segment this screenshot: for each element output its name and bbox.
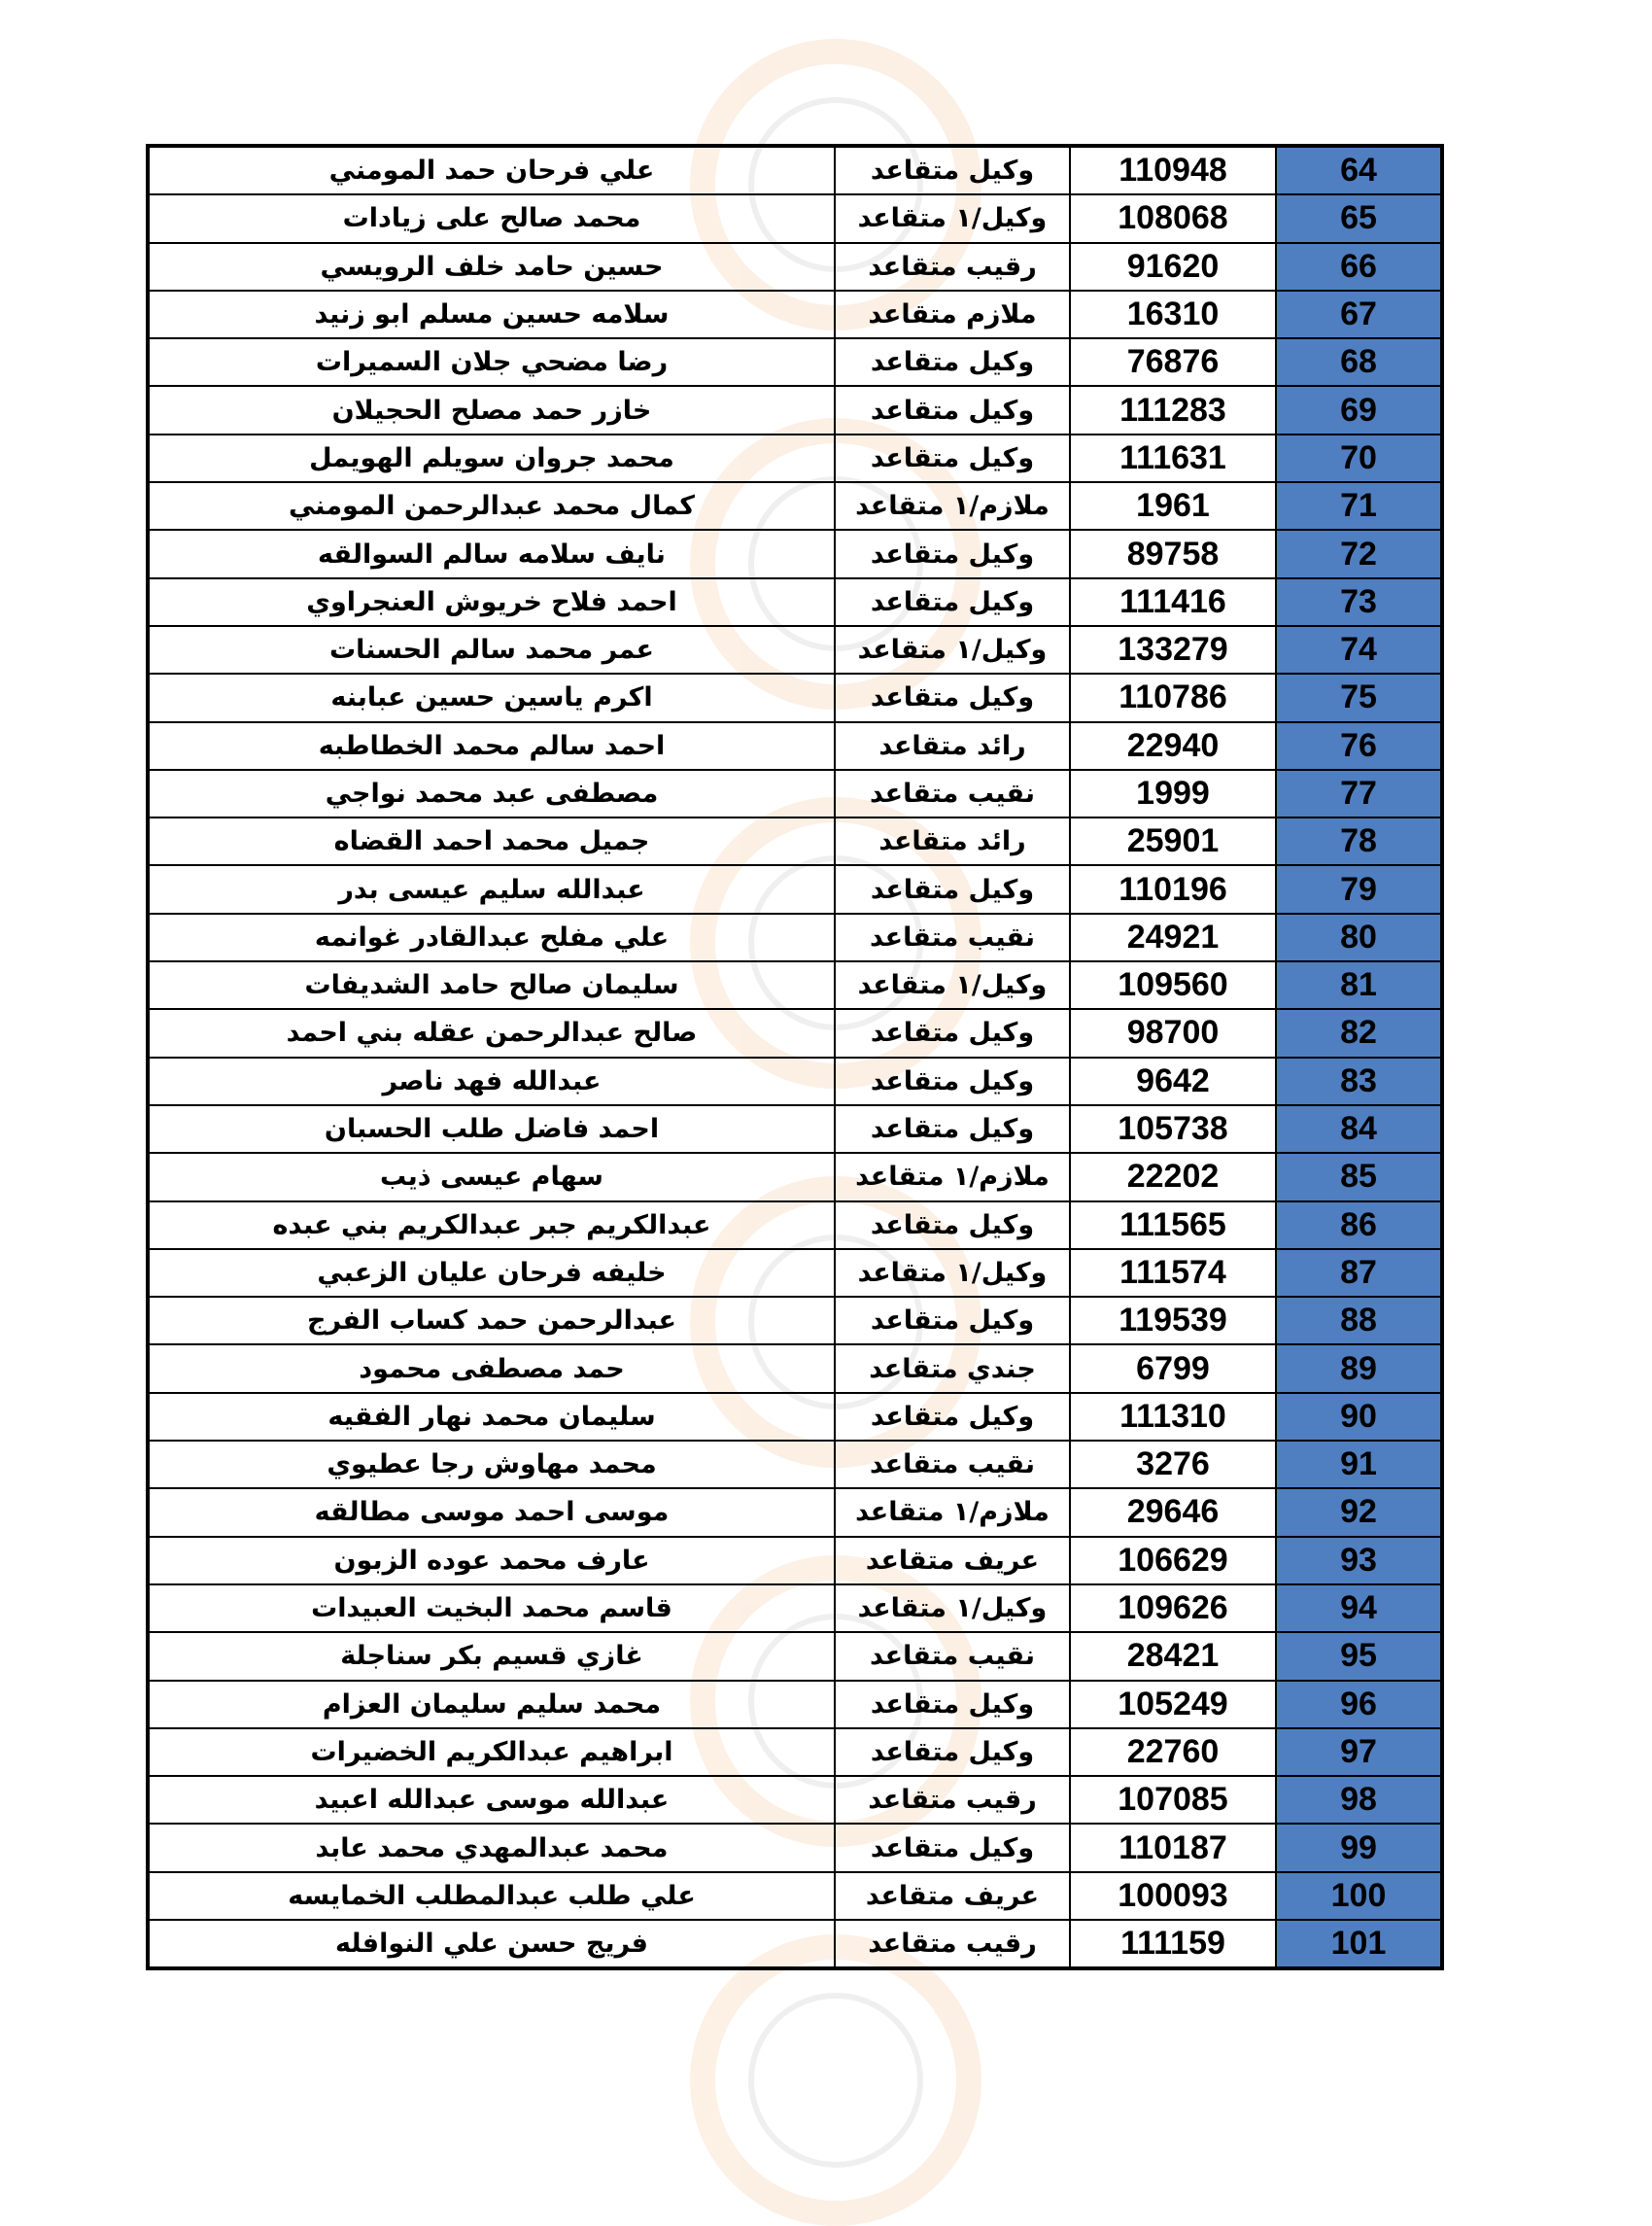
rank-cell: وكيل متقاعد [835, 1824, 1070, 1871]
sequence-number-cell: 86 [1276, 1201, 1442, 1249]
table-row [148, 1249, 1442, 1297]
military-number-cell: 24921 [1070, 914, 1276, 961]
sequence-number-cell: 69 [1276, 386, 1442, 434]
sequence-number-cell: 80 [1276, 914, 1442, 961]
table-row [148, 530, 1442, 577]
rank-cell: وكيل متقاعد [835, 146, 1070, 194]
military-number-cell: 107085 [1070, 1776, 1276, 1824]
rank-cell: وكيل/١ متقاعد [835, 194, 1070, 242]
table-row [148, 338, 1442, 386]
sequence-number-cell: 85 [1276, 1153, 1442, 1200]
sequence-number-cell: 99 [1276, 1824, 1442, 1871]
table-row [148, 1201, 1442, 1249]
name-cell: علي فرحان حمد المومني [148, 146, 835, 194]
table-row [148, 817, 1442, 865]
sequence-number-cell: 89 [1276, 1344, 1442, 1392]
rank-cell: وكيل/١ متقاعد [835, 626, 1070, 674]
sequence-number-cell: 72 [1276, 530, 1442, 577]
military-number-cell: 111416 [1070, 578, 1276, 626]
name-cell: احمد فلاح خريوش العنجراوي [148, 578, 835, 626]
rank-cell: وكيل متقاعد [835, 1728, 1070, 1776]
rank-cell: وكيل/١ متقاعد [835, 1249, 1070, 1297]
name-cell: احمد فاضل طلب الحسبان [148, 1105, 835, 1153]
table-row [148, 1872, 1442, 1920]
sequence-number-cell: 68 [1276, 338, 1442, 386]
sequence-number-cell: 100 [1276, 1872, 1442, 1920]
name-cell: محمد جروان سويلم الهويمل [148, 435, 835, 482]
military-number-cell: 110948 [1070, 146, 1276, 194]
sequence-number-cell: 92 [1276, 1488, 1442, 1536]
sequence-number-cell: 76 [1276, 722, 1442, 770]
rank-cell: وكيل متقاعد [835, 1009, 1070, 1057]
military-number-cell: 109626 [1070, 1584, 1276, 1632]
military-number-cell: 76876 [1070, 338, 1276, 386]
military-number-cell: 29646 [1070, 1488, 1276, 1536]
name-cell: خازر حمد مصلح الحجيلان [148, 386, 835, 434]
military-number-cell: 22940 [1070, 722, 1276, 770]
military-number-cell: 111631 [1070, 435, 1276, 482]
sequence-number-cell: 70 [1276, 435, 1442, 482]
name-cell: نايف سلامه سالم السوالقه [148, 530, 835, 577]
military-number-cell: 109560 [1070, 961, 1276, 1009]
table-row [148, 1344, 1442, 1392]
rank-cell: وكيل متقاعد [835, 435, 1070, 482]
name-cell: غازي قسيم بكر سناجلة [148, 1632, 835, 1680]
rank-cell: ملازم/١ متقاعد [835, 1153, 1070, 1200]
table-row [148, 1681, 1442, 1728]
military-number-cell: 22760 [1070, 1728, 1276, 1776]
table-row [148, 482, 1442, 530]
table-row [148, 865, 1442, 913]
military-number-cell: 111283 [1070, 386, 1276, 434]
rank-cell: وكيل متقاعد [835, 674, 1070, 721]
military-number-cell: 9642 [1070, 1058, 1276, 1105]
rank-cell: نقيب متقاعد [835, 770, 1070, 817]
table-row [148, 578, 1442, 626]
sequence-number-cell: 74 [1276, 626, 1442, 674]
name-cell: محمد عبدالمهدي محمد عابد [148, 1824, 835, 1871]
military-number-cell: 28421 [1070, 1632, 1276, 1680]
military-number-cell: 89758 [1070, 530, 1276, 577]
name-cell: فريج حسن علي النوافله [148, 1920, 835, 1968]
table-row [148, 194, 1442, 242]
name-cell: حسين حامد خلف الرويسي [148, 243, 835, 291]
table-row [148, 291, 1442, 338]
sequence-number-cell: 83 [1276, 1058, 1442, 1105]
military-number-cell: 106629 [1070, 1537, 1276, 1584]
rank-cell: رقيب متقاعد [835, 243, 1070, 291]
table-row [148, 1488, 1442, 1536]
name-cell: كمال محمد عبدالرحمن المومني [148, 482, 835, 530]
sequence-number-cell: 73 [1276, 578, 1442, 626]
military-number-cell: 110196 [1070, 865, 1276, 913]
sequence-number-cell: 64 [1276, 146, 1442, 194]
table-row [148, 146, 1442, 194]
military-number-cell: 91620 [1070, 243, 1276, 291]
rank-cell: عريف متقاعد [835, 1537, 1070, 1584]
sequence-number-cell: 67 [1276, 291, 1442, 338]
sequence-number-cell: 77 [1276, 770, 1442, 817]
table-row [148, 961, 1442, 1009]
sequence-number-cell: 98 [1276, 1776, 1442, 1824]
sequence-number-cell: 66 [1276, 243, 1442, 291]
watermark-logo [690, 1934, 981, 2226]
name-cell: عارف محمد عوده الزبون [148, 1537, 835, 1584]
name-cell: عبدالله فهد ناصر [148, 1058, 835, 1105]
military-number-cell: 1999 [1070, 770, 1276, 817]
table-row [148, 1058, 1442, 1105]
military-number-cell: 110786 [1070, 674, 1276, 721]
table-row [148, 1153, 1442, 1200]
rank-cell: عريف متقاعد [835, 1872, 1070, 1920]
name-cell: ابراهيم عبدالكريم الخضيرات [148, 1728, 835, 1776]
sequence-number-cell: 93 [1276, 1537, 1442, 1584]
rank-cell: ملازم متقاعد [835, 291, 1070, 338]
name-cell: موسى احمد موسى مطالقه [148, 1488, 835, 1536]
sequence-number-cell: 87 [1276, 1249, 1442, 1297]
name-cell: جميل محمد احمد القضاه [148, 817, 835, 865]
rank-cell: نقيب متقاعد [835, 1441, 1070, 1488]
table-row [148, 1297, 1442, 1344]
name-cell: حمد مصطفى محمود [148, 1344, 835, 1392]
military-number-cell: 1961 [1070, 482, 1276, 530]
table-row [148, 243, 1442, 291]
name-cell: عبدالله سليم عيسى بدر [148, 865, 835, 913]
name-cell: علي طلب عبدالمطلب الخمايسه [148, 1872, 835, 1920]
rank-cell: وكيل متقاعد [835, 338, 1070, 386]
military-number-cell: 111574 [1070, 1249, 1276, 1297]
rank-cell: نقيب متقاعد [835, 1632, 1070, 1680]
table-row [148, 1393, 1442, 1441]
table-row [148, 1920, 1442, 1968]
rank-cell: وكيل متقاعد [835, 1105, 1070, 1153]
sequence-number-cell: 97 [1276, 1728, 1442, 1776]
table-row [148, 674, 1442, 721]
rank-cell: ملازم/١ متقاعد [835, 1488, 1070, 1536]
name-cell: اكرم ياسين حسين عبابنه [148, 674, 835, 721]
name-cell: سهام عيسى ذيب [148, 1153, 835, 1200]
military-number-cell: 110187 [1070, 1824, 1276, 1871]
name-cell: محمد صالح على زيادات [148, 194, 835, 242]
military-number-cell: 105738 [1070, 1105, 1276, 1153]
sequence-number-cell: 82 [1276, 1009, 1442, 1057]
table-row [148, 1441, 1442, 1488]
sequence-number-cell: 94 [1276, 1584, 1442, 1632]
rank-cell: رقيب متقاعد [835, 1920, 1070, 1968]
military-number-cell: 25901 [1070, 817, 1276, 865]
rank-cell: وكيل متقاعد [835, 865, 1070, 913]
military-number-cell: 111310 [1070, 1393, 1276, 1441]
table-row [148, 1105, 1442, 1153]
sequence-number-cell: 90 [1276, 1393, 1442, 1441]
sequence-number-cell: 84 [1276, 1105, 1442, 1153]
table-row [148, 626, 1442, 674]
military-number-cell: 111159 [1070, 1920, 1276, 1968]
table-row [148, 770, 1442, 817]
military-number-cell: 3276 [1070, 1441, 1276, 1488]
rank-cell: وكيل متقاعد [835, 1393, 1070, 1441]
sequence-number-cell: 88 [1276, 1297, 1442, 1344]
name-cell: عبدالله موسى عبدالله اعبيد [148, 1776, 835, 1824]
retirees-table [146, 144, 1444, 1970]
name-cell: قاسم محمد البخيت العبيدات [148, 1584, 835, 1632]
military-number-cell: 119539 [1070, 1297, 1276, 1344]
sequence-number-cell: 75 [1276, 674, 1442, 721]
military-number-cell: 6799 [1070, 1344, 1276, 1392]
name-cell: سليمان محمد نهار الفقيه [148, 1393, 835, 1441]
rank-cell: وكيل متقاعد [835, 1681, 1070, 1728]
rank-cell: رقيب متقاعد [835, 1776, 1070, 1824]
table-row [148, 1632, 1442, 1680]
rank-cell: وكيل متقاعد [835, 1201, 1070, 1249]
sequence-number-cell: 79 [1276, 865, 1442, 913]
military-number-cell: 111565 [1070, 1201, 1276, 1249]
name-cell: مصطفى عبد محمد نواجي [148, 770, 835, 817]
name-cell: احمد سالم محمد الخطاطبه [148, 722, 835, 770]
sequence-number-cell: 81 [1276, 961, 1442, 1009]
military-number-cell: 133279 [1070, 626, 1276, 674]
table-row [148, 386, 1442, 434]
name-cell: رضا مضحي جلان السميرات [148, 338, 835, 386]
rank-cell: وكيل متقاعد [835, 1297, 1070, 1344]
name-cell: عمر محمد سالم الحسنات [148, 626, 835, 674]
name-cell: محمد سليم سليمان العزام [148, 1681, 835, 1728]
military-number-cell: 108068 [1070, 194, 1276, 242]
rank-cell: وكيل متقاعد [835, 578, 1070, 626]
name-cell: عبدالكريم جبر عبدالكريم بني عبده [148, 1201, 835, 1249]
rank-cell: وكيل/١ متقاعد [835, 961, 1070, 1009]
table-row [148, 435, 1442, 482]
table-row [148, 722, 1442, 770]
rank-cell: جندي متقاعد [835, 1344, 1070, 1392]
table-row [148, 1776, 1442, 1824]
sequence-number-cell: 65 [1276, 194, 1442, 242]
rank-cell: ملازم/١ متقاعد [835, 482, 1070, 530]
sequence-number-cell: 91 [1276, 1441, 1442, 1488]
table-body [148, 146, 1442, 1968]
rank-cell: رائد متقاعد [835, 722, 1070, 770]
rank-cell: نقيب متقاعد [835, 914, 1070, 961]
rank-cell: وكيل/١ متقاعد [835, 1584, 1070, 1632]
table-row [148, 1537, 1442, 1584]
name-cell: علي مفلح عبدالقادر غوانمه [148, 914, 835, 961]
name-cell: سلامه حسين مسلم ابو زنيد [148, 291, 835, 338]
military-number-cell: 16310 [1070, 291, 1276, 338]
name-cell: خليفه فرحان عليان الزعبي [148, 1249, 835, 1297]
rank-cell: رائد متقاعد [835, 817, 1070, 865]
rank-cell: وكيل متقاعد [835, 530, 1070, 577]
table-row [148, 1584, 1442, 1632]
rank-cell: وكيل متقاعد [835, 1058, 1070, 1105]
sequence-number-cell: 78 [1276, 817, 1442, 865]
name-cell: سليمان صالح حامد الشديفات [148, 961, 835, 1009]
rank-cell: وكيل متقاعد [835, 386, 1070, 434]
table-row [148, 1728, 1442, 1776]
table-row [148, 914, 1442, 961]
military-number-cell: 100093 [1070, 1872, 1276, 1920]
sequence-number-cell: 95 [1276, 1632, 1442, 1680]
sequence-number-cell: 101 [1276, 1920, 1442, 1968]
sequence-number-cell: 96 [1276, 1681, 1442, 1728]
name-cell: صالح عبدالرحمن عقله بني احمد [148, 1009, 835, 1057]
name-cell: عبدالرحمن حمد كساب الفرج [148, 1297, 835, 1344]
table-row [148, 1009, 1442, 1057]
sequence-number-cell: 71 [1276, 482, 1442, 530]
military-number-cell: 22202 [1070, 1153, 1276, 1200]
table-row [148, 1824, 1442, 1871]
name-cell: محمد مهاوش رجا عطيوي [148, 1441, 835, 1488]
military-number-cell: 98700 [1070, 1009, 1276, 1057]
military-number-cell: 105249 [1070, 1681, 1276, 1728]
